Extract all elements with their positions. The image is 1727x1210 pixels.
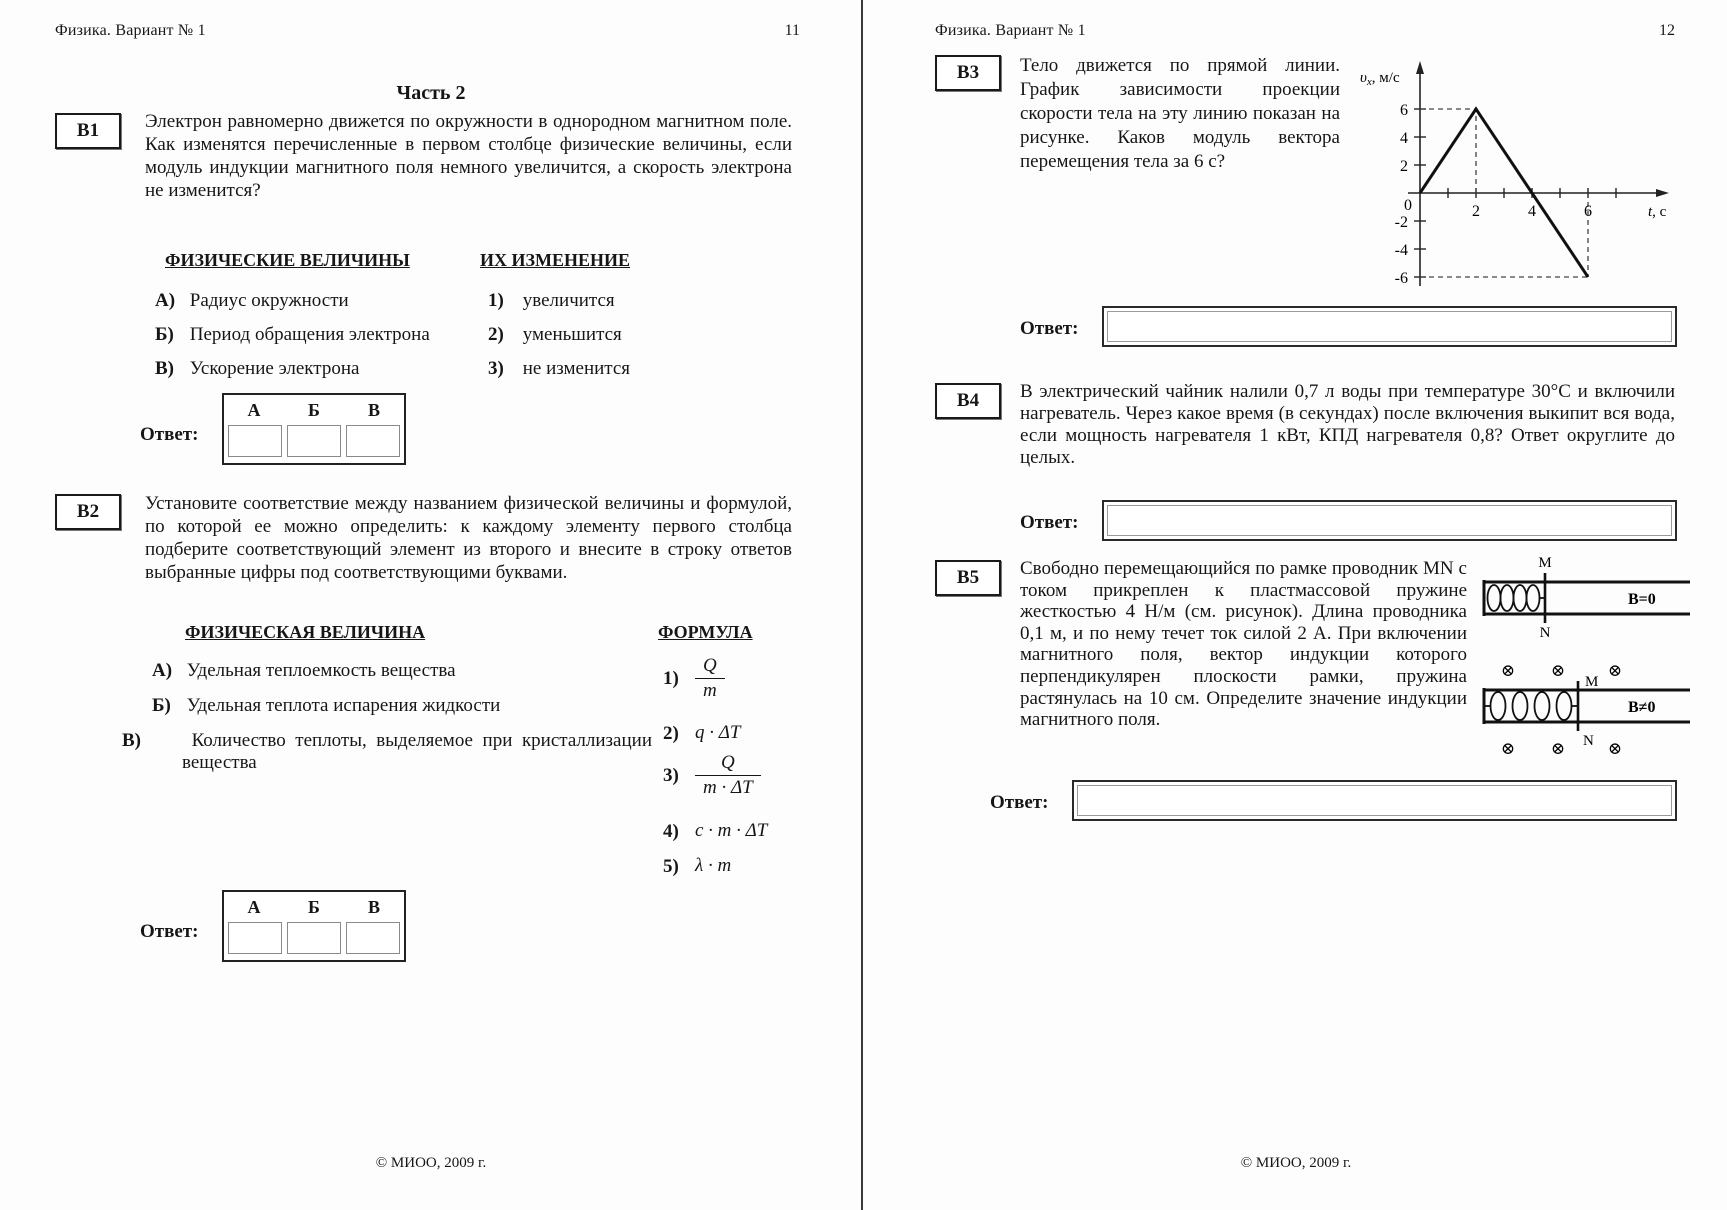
y-tick-m2: -2 <box>1394 214 1408 231</box>
b1-column-right-header: ИХ ИЗМЕНЕНИЕ <box>480 250 631 270</box>
b5-answer-label: Ответ: <box>990 792 1049 813</box>
task-b3-label: В3 <box>935 55 1001 91</box>
b2-formula-1-key: 1) <box>663 667 679 689</box>
field-into-page-icon: ⊗ <box>1607 739 1623 758</box>
b2-item-a <box>152 660 456 682</box>
b1-option-2-key: 2) <box>488 324 504 345</box>
label-n-top: N <box>1539 625 1551 641</box>
b1-option-3-text: не изменится <box>522 358 631 379</box>
section-title: Часть 2 <box>396 82 466 104</box>
b2-answer-col-a: А <box>247 896 261 917</box>
field-into-page-icon: ⊗ <box>1607 661 1623 680</box>
b1-answer-cell-b[interactable] <box>287 425 341 457</box>
b1-answer-cell-v[interactable] <box>346 425 400 457</box>
task-b2-text: Установите соответствие между названием физической величины и формулой, по которой ее можно определить: к каждому элементу первого столбца подберите соответствующий элемент из второго и внесите в строку ответов выбранные цифры под соответствующими буквами. <box>145 493 792 583</box>
b1-item-a <box>155 290 349 312</box>
b2-answer-label: Ответ: <box>140 921 199 942</box>
spring-relaxed <box>1488 585 1546 611</box>
b3-answer-box[interactable] <box>1102 306 1677 347</box>
field-into-page-icon: ⊗ <box>1550 661 1566 680</box>
page-footer: © МИОО, 2009 г. <box>375 1155 487 1171</box>
b2-answer-col-b: Б <box>308 896 320 917</box>
b1-option-1-key: 1) <box>488 290 504 311</box>
b1-item-b <box>155 324 430 346</box>
y-tick-m6: -6 <box>1394 270 1408 287</box>
task-b4-label: В4 <box>935 383 1001 419</box>
b2-formula-2 <box>663 722 740 745</box>
b2-item-v-key: В) <box>122 730 141 751</box>
b3-velocity-graph <box>1352 58 1682 296</box>
b2-answer-cell-a[interactable] <box>228 922 282 954</box>
field-into-page-icon: ⊗ <box>1500 739 1516 758</box>
x-tick-2: 2 <box>1472 203 1480 220</box>
b1-item-b-key: Б) <box>155 324 174 345</box>
b2-answer-cell-v[interactable] <box>346 922 400 954</box>
page-number: 11 <box>784 22 800 39</box>
b2-formula-3-key: 3) <box>663 764 679 786</box>
b2-formula-1-numerator: Q <box>695 655 725 679</box>
b2-column-right-header: ФОРМУЛА <box>658 622 753 642</box>
b1-option-3-key: 3) <box>488 358 504 379</box>
origin-label: 0 <box>1404 197 1412 214</box>
b2-item-v-text: Количество теплоты, выделяемое при кристаллизации вещества <box>182 730 652 773</box>
label-m-bottom: M <box>1585 674 1599 690</box>
page-11 <box>0 0 862 1210</box>
b2-formula-1 <box>663 655 725 702</box>
b2-column-left-header: ФИЗИЧЕСКАЯ ВЕЛИЧИНА <box>185 622 426 642</box>
b2-formula-4-key: 4) <box>663 820 679 842</box>
y-axis-title: $\upsilon_x$, м/с <box>1360 70 1400 88</box>
b1-answer-col-b: Б <box>308 399 320 420</box>
x-tick-6: 6 <box>1584 203 1592 220</box>
x-axis-arrow <box>1656 189 1669 197</box>
b1-option-3 <box>488 358 630 380</box>
x-tick-4: 4 <box>1528 203 1536 220</box>
x-axis-title: t, с <box>1648 204 1667 220</box>
b2-answer-grid <box>222 890 406 962</box>
b5-answer-box[interactable] <box>1072 780 1677 821</box>
b1-column-left-header: ФИЗИЧЕСКИЕ ВЕЛИЧИНЫ <box>165 250 410 270</box>
b2-formula-1-denominator: m <box>703 680 717 701</box>
b2-answer-col-v: В <box>367 896 380 917</box>
b3-answer-label: Ответ: <box>1020 318 1079 339</box>
b1-item-a-text: Радиус окружности <box>189 290 349 311</box>
b2-formula-3-denominator: m · ΔT <box>703 777 753 798</box>
b1-option-1 <box>488 290 615 312</box>
b5-spring-conductor-figure <box>1478 552 1713 762</box>
task-b5-label: В5 <box>935 560 1001 596</box>
b2-formula-4 <box>663 820 767 843</box>
b2-item-b <box>152 695 500 717</box>
b1-answer-col-a: А <box>247 399 261 420</box>
task-b3-text: Тело движется по прямой линии. График зависимости проекции скорости тела на эту линию показан на рисунке. Каков модуль вектора перемещения тела за 6 с? <box>1020 55 1340 172</box>
b2-formula-5 <box>663 855 731 878</box>
b2-answer-cell-b[interactable] <box>287 922 341 954</box>
b1-item-a-key: А) <box>155 290 176 311</box>
b1-item-v-key: В) <box>155 358 174 379</box>
page-header: Физика. Вариант № 1 <box>935 22 1086 39</box>
b2-item-a-key: А) <box>152 660 173 681</box>
page-header: Физика. Вариант № 1 <box>55 22 206 39</box>
b2-formula-5-expression: λ · m <box>695 855 732 876</box>
b1-answer-col-v: В <box>367 399 380 420</box>
b2-formula-3-fraction <box>695 752 761 799</box>
page-footer: © МИОО, 2009 г. <box>1240 1155 1352 1171</box>
b2-formula-3-numerator: Q <box>695 752 761 776</box>
b2-formula-1-fraction <box>695 655 725 702</box>
b1-answer-grid-headers <box>224 395 404 425</box>
task-b5-text: Свободно перемещающийся по рамке проводник MN с током прикреплен к пластмассовой пружине жесткостью 4 Н/м (см. рисунок). Длина проводника 0,1 м, и по нему течет ток силой 2 А. При включении магнитного поля, вектор индукции которого перпендикулярен плоскости рамки, пружина растянулась на 10 см. Определите значение индукции магнитного поля. <box>1020 558 1467 731</box>
y-tick-4: 4 <box>1400 130 1408 147</box>
b2-item-a-text: Удельная теплоемкость вещества <box>186 660 456 681</box>
b1-item-v <box>155 358 359 380</box>
b1-item-v-text: Ускорение электрона <box>189 358 360 379</box>
b1-option-2 <box>488 324 622 346</box>
b4-answer-box[interactable] <box>1102 500 1677 541</box>
field-into-page-icon: ⊗ <box>1500 661 1516 680</box>
caption-b-zero: B=0 <box>1628 591 1656 608</box>
task-b4-text: В электрический чайник налили 0,7 л воды при температуре 30°С и включили нагреватель. Через какое время (в секундах) после включения выкипит вся вода, если мощность нагревателя 1 кВт, КПД нагревателя 0,8? Ответ округлите до целых. <box>1020 381 1675 468</box>
page-number: 12 <box>1659 22 1675 39</box>
b1-option-1-text: увеличится <box>522 290 615 311</box>
b2-answer-grid-headers <box>224 892 404 922</box>
b1-answer-grid <box>222 393 406 465</box>
y-tick-m4: -4 <box>1394 242 1408 259</box>
task-b1-text: Электрон равномерно движется по окружности в однородном магнитном поле. Как изменятся перечисленные в первом столбце физические величины, если модуль индукции магнитного поля немного увеличится, а скорость электрона не изменится? <box>145 111 792 201</box>
b1-option-2-text: уменьшится <box>522 324 622 345</box>
b2-formula-5-key: 5) <box>663 855 679 877</box>
b2-formula-3 <box>663 752 761 799</box>
spring-stretched <box>1484 692 1578 720</box>
y-tick-6: 6 <box>1400 102 1408 119</box>
b2-item-v <box>122 730 652 774</box>
label-n-bottom: N <box>1583 733 1594 749</box>
y-axis-arrow <box>1416 61 1424 74</box>
caption-b-nonzero: B≠0 <box>1628 699 1656 716</box>
label-m-top: M <box>1538 555 1552 571</box>
b1-answer-cell-a[interactable] <box>228 425 282 457</box>
task-b2-label: В2 <box>55 494 121 530</box>
b2-formula-4-expression: c · m · ΔT <box>695 820 768 841</box>
b2-item-b-text: Удельная теплота испарения жидкости <box>186 695 501 716</box>
b1-answer-label: Ответ: <box>140 424 199 445</box>
y-tick-2: 2 <box>1400 158 1408 175</box>
b1-item-b-text: Период обращения электрона <box>189 324 430 345</box>
field-into-page-icon: ⊗ <box>1550 739 1566 758</box>
b2-formula-2-expression: q · ΔT <box>695 722 741 743</box>
b2-formula-2-key: 2) <box>663 722 679 744</box>
task-b1-label: В1 <box>55 113 121 149</box>
b2-item-b-key: Б) <box>152 695 171 716</box>
b4-answer-label: Ответ: <box>1020 512 1079 533</box>
page-12 <box>865 0 1727 1210</box>
